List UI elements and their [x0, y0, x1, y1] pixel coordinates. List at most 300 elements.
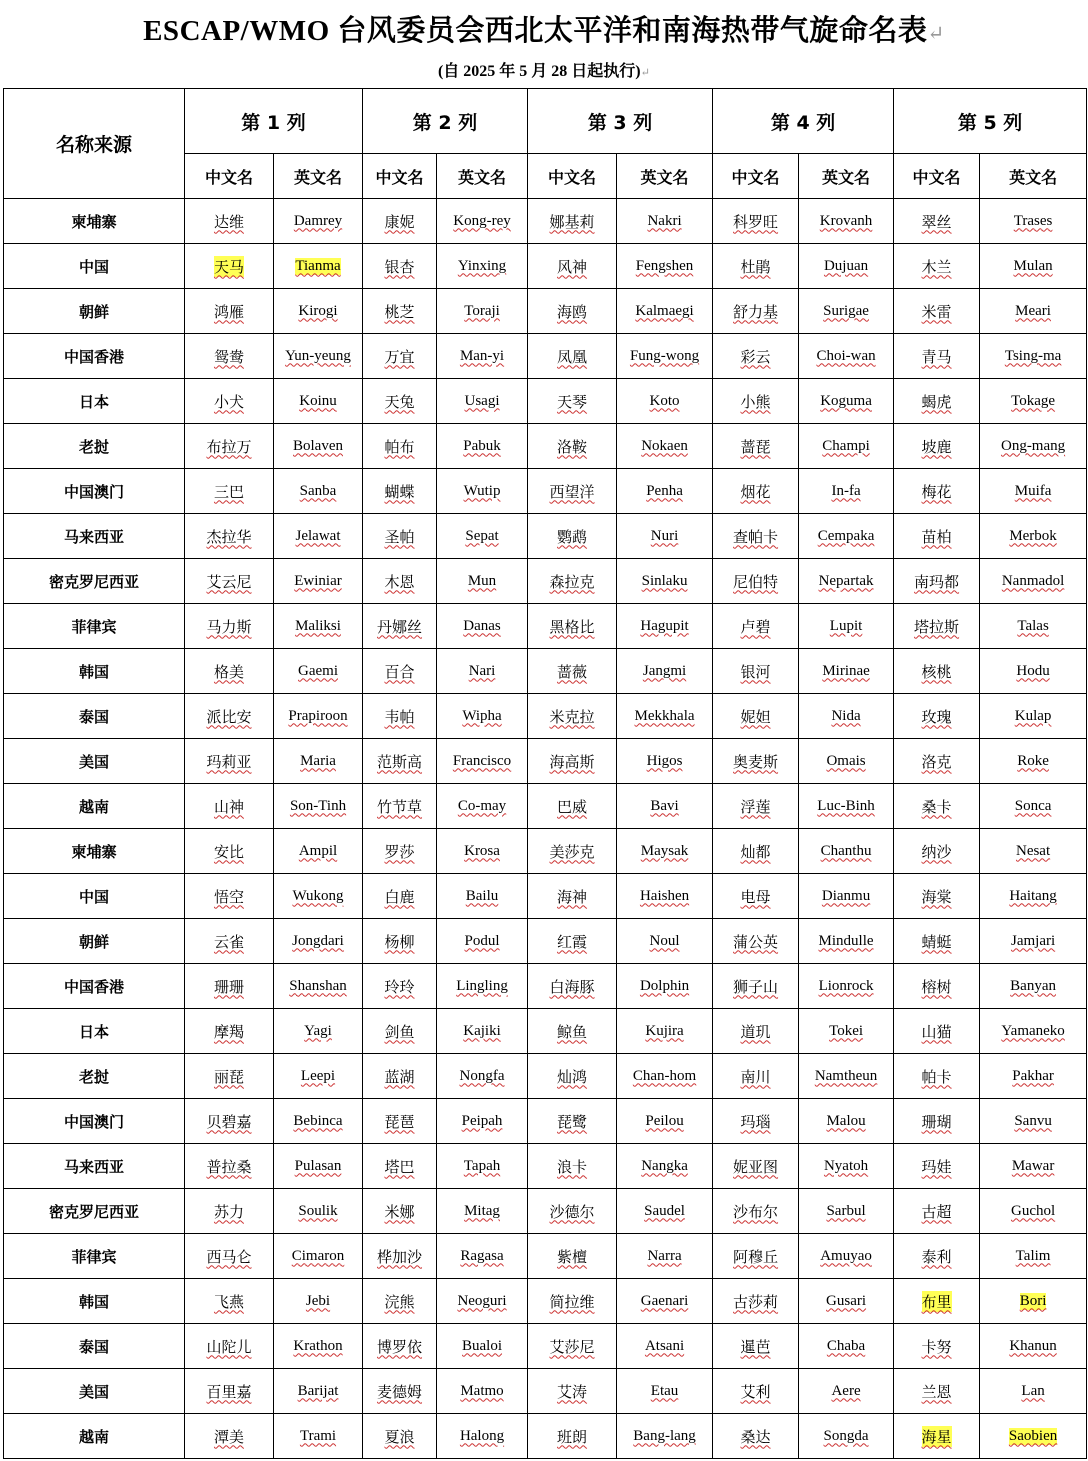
chinese-name-cell — [185, 964, 274, 1009]
column-header-4: 第 4 列 — [713, 89, 894, 154]
english-name-cell — [274, 379, 363, 424]
english-name-cell — [437, 694, 528, 739]
chinese-name-cell — [713, 514, 799, 559]
english-name-cell — [799, 379, 894, 424]
table-row — [4, 784, 1087, 829]
chinese-name-cell — [713, 829, 799, 874]
english-name: Champi — [822, 437, 870, 454]
english-name-cell — [437, 1414, 528, 1459]
english-name-cell — [437, 469, 528, 514]
source-cell: 中国香港 — [4, 334, 185, 379]
page-title — [0, 8, 1088, 49]
english-name-cell — [980, 829, 1087, 874]
english-name-cell — [980, 514, 1087, 559]
chinese-name: 舒力基 — [733, 302, 779, 321]
english-name: Talas — [1017, 617, 1049, 634]
chinese-name-cell — [363, 1234, 437, 1279]
english-name-cell — [617, 1054, 713, 1099]
chinese-name-cell — [185, 1324, 274, 1369]
chinese-name-cell — [363, 874, 437, 919]
chinese-name: 海星 — [921, 1427, 952, 1446]
chinese-name-cell — [363, 1324, 437, 1369]
chinese-name: 琵琶 — [384, 1112, 415, 1131]
chinese-name-cell — [363, 1369, 437, 1414]
chinese-name: 桦加沙 — [377, 1247, 423, 1266]
english-name-cell — [799, 514, 894, 559]
source-cell: 朝鲜 — [4, 919, 185, 964]
chinese-name-cell — [528, 1054, 617, 1099]
table-row — [4, 874, 1087, 919]
english-name: Nuri — [650, 527, 679, 544]
chinese-name: 木恩 — [384, 572, 415, 591]
english-name: Pabuk — [463, 437, 501, 454]
chinese-name-cell — [363, 919, 437, 964]
english-name: Bavi — [650, 797, 679, 814]
english-name: Krovanh — [819, 212, 873, 229]
english-name: Dianmu — [821, 887, 871, 904]
chinese-name: 万宜 — [384, 347, 415, 366]
english-name: Nokaen — [641, 437, 688, 454]
source-cell: 密克罗尼西亚 — [4, 559, 185, 604]
column-header-2: 第 2 列 — [363, 89, 528, 154]
english-name-cell — [437, 334, 528, 379]
english-name: Luc-Binh — [817, 797, 875, 814]
chinese-name: 摩羯 — [213, 1022, 244, 1041]
chinese-name-cell — [528, 874, 617, 919]
english-name-cell — [799, 1234, 894, 1279]
english-name: Khanun — [1009, 1337, 1057, 1354]
chinese-name: 云雀 — [213, 932, 244, 951]
english-name: Kirogi — [298, 302, 338, 319]
english-name: Krathon — [293, 1337, 343, 1354]
english-name: Lionrock — [818, 977, 874, 994]
chinese-name-cell — [894, 1009, 980, 1054]
chinese-name: 博罗依 — [377, 1337, 423, 1356]
chinese-name: 洛鞍 — [557, 437, 588, 456]
english-name-cell — [617, 289, 713, 334]
chinese-name-cell — [894, 874, 980, 919]
english-name-cell — [274, 649, 363, 694]
chinese-name: 红霞 — [557, 932, 588, 951]
source-cell: 韩国 — [4, 649, 185, 694]
english-name: Penha — [646, 482, 683, 499]
chinese-name-cell — [713, 1324, 799, 1369]
chinese-name: 浪卡 — [557, 1157, 588, 1176]
chinese-name: 榕树 — [921, 977, 952, 996]
chinese-name: 西马仑 — [206, 1247, 252, 1266]
chinese-name: 罗莎 — [384, 842, 415, 861]
english-name-cell — [980, 379, 1087, 424]
english-name: Wutip — [463, 482, 501, 499]
english-name: Dolphin — [639, 977, 690, 994]
english-name: Kajiki — [463, 1022, 501, 1039]
chinese-name: 妮妲 — [740, 707, 771, 726]
english-name-cell — [437, 874, 528, 919]
english-name: Mitag — [464, 1202, 500, 1219]
english-name: Maliksi — [295, 617, 341, 634]
cn-name-header: 中文名 — [713, 154, 799, 199]
chinese-name: 黑格比 — [549, 617, 595, 636]
english-name: Jelawat — [295, 527, 341, 544]
en-name-header: 英文名 — [980, 154, 1087, 199]
chinese-name: 简拉维 — [549, 1292, 595, 1311]
chinese-name-cell — [713, 379, 799, 424]
english-name: Sarbul — [826, 1202, 866, 1219]
chinese-name: 艾利 — [740, 1382, 771, 1401]
english-name: Mawar — [1011, 1157, 1055, 1174]
english-name: Haishen — [639, 887, 690, 904]
table-row — [4, 919, 1087, 964]
english-name: Ong-mang — [1000, 437, 1066, 454]
english-name: Nari — [468, 662, 496, 679]
english-name: Merbok — [1009, 527, 1057, 544]
english-name: Yun-yeung — [285, 347, 351, 364]
chinese-name-cell — [528, 199, 617, 244]
english-name-cell — [617, 514, 713, 559]
chinese-name-cell — [528, 424, 617, 469]
chinese-name: 艾云尼 — [206, 572, 252, 591]
source-cell: 朝鲜 — [4, 289, 185, 334]
chinese-name: 查帕卡 — [733, 527, 779, 546]
chinese-name: 达维 — [213, 212, 244, 231]
chinese-name-cell — [363, 514, 437, 559]
english-name: Jebi — [305, 1292, 331, 1309]
chinese-name: 杜鹃 — [740, 257, 771, 276]
english-name: Ragasa — [460, 1247, 504, 1264]
chinese-name-cell — [185, 244, 274, 289]
source-cell: 美国 — [4, 1369, 185, 1414]
table-row — [4, 469, 1087, 514]
english-name: Yamaneko — [1001, 1022, 1065, 1039]
chinese-name: 西望洋 — [549, 482, 595, 501]
english-name: Bebinca — [293, 1112, 343, 1129]
english-name-cell — [437, 1324, 528, 1369]
chinese-name-cell — [185, 379, 274, 424]
english-name: Jangmi — [642, 662, 687, 679]
english-name: Son-Tinh — [289, 797, 347, 814]
english-name-cell — [617, 964, 713, 1009]
english-name: Mirinae — [822, 662, 870, 679]
chinese-name: 沙德尔 — [549, 1202, 595, 1221]
english-name-cell — [437, 1144, 528, 1189]
english-name-cell — [799, 694, 894, 739]
chinese-name: 丽琵 — [213, 1067, 244, 1086]
english-name-cell — [799, 334, 894, 379]
table-row — [4, 1414, 1087, 1459]
chinese-name: 桃芝 — [384, 302, 415, 321]
chinese-name: 巴威 — [557, 797, 588, 816]
chinese-name-cell — [528, 784, 617, 829]
chinese-name: 海鸥 — [557, 302, 588, 321]
chinese-name: 百合 — [384, 662, 415, 681]
chinese-name-cell — [894, 604, 980, 649]
english-name: Pakhar — [1012, 1067, 1054, 1084]
english-name-cell — [799, 1009, 894, 1054]
english-name-cell — [980, 1279, 1087, 1324]
chinese-name: 紫檀 — [557, 1247, 588, 1266]
table-row — [4, 199, 1087, 244]
english-name-cell — [437, 1369, 528, 1414]
column-header-5: 第 5 列 — [894, 89, 1087, 154]
english-name: Podul — [464, 932, 500, 949]
chinese-name: 杰拉华 — [206, 527, 252, 546]
english-name-cell — [617, 1144, 713, 1189]
chinese-name-cell — [528, 1009, 617, 1054]
chinese-name: 浣熊 — [384, 1292, 415, 1311]
chinese-name: 青马 — [921, 347, 952, 366]
chinese-name: 山神 — [213, 797, 244, 816]
chinese-name-cell — [363, 1414, 437, 1459]
english-name: Neoguri — [457, 1292, 507, 1309]
english-name-cell — [437, 784, 528, 829]
chinese-name-cell — [185, 649, 274, 694]
english-name-cell — [437, 289, 528, 334]
english-name-cell — [437, 829, 528, 874]
chinese-name: 天琴 — [557, 392, 588, 411]
table-row — [4, 1189, 1087, 1234]
paragraph-mark-icon: ↵ — [640, 67, 651, 79]
chinese-name: 马力斯 — [206, 617, 252, 636]
chinese-name: 烟花 — [740, 482, 771, 501]
english-name-cell — [617, 1414, 713, 1459]
chinese-name: 玛莉亚 — [206, 752, 252, 771]
english-name: Nangka — [641, 1157, 688, 1174]
chinese-name-cell — [363, 604, 437, 649]
chinese-name: 鹦鹉 — [557, 527, 588, 546]
english-name: Chaba — [826, 1337, 866, 1354]
chinese-name: 丹娜丝 — [377, 617, 423, 636]
english-name-cell — [274, 829, 363, 874]
english-name-cell — [437, 424, 528, 469]
chinese-name-cell — [894, 1099, 980, 1144]
english-name-cell — [437, 199, 528, 244]
english-name-cell — [274, 1054, 363, 1099]
chinese-name-cell — [363, 1054, 437, 1099]
chinese-name: 翠丝 — [921, 212, 952, 231]
english-name-cell — [799, 1054, 894, 1099]
english-name-cell — [274, 424, 363, 469]
english-name: Toraji — [464, 302, 500, 319]
chinese-name-cell — [713, 199, 799, 244]
chinese-name-cell — [528, 1279, 617, 1324]
english-name: Koguma — [820, 392, 872, 409]
english-name-cell — [437, 1189, 528, 1234]
chinese-name-cell — [185, 1009, 274, 1054]
chinese-name: 狮子山 — [733, 977, 779, 996]
chinese-name: 格美 — [213, 662, 244, 681]
english-name: Chanthu — [820, 842, 872, 859]
table-row — [4, 1009, 1087, 1054]
chinese-name-cell — [528, 514, 617, 559]
chinese-name-cell — [894, 1054, 980, 1099]
chinese-name: 道玑 — [740, 1022, 771, 1041]
english-name: Saobien — [1008, 1427, 1058, 1444]
source-cell: 韩国 — [4, 1279, 185, 1324]
english-name-cell — [617, 604, 713, 649]
table-row — [4, 1099, 1087, 1144]
english-name: Matmo — [460, 1382, 504, 1399]
english-name: Kulap — [1014, 707, 1052, 724]
english-name-cell — [274, 604, 363, 649]
english-name: Bang-lang — [633, 1427, 696, 1444]
chinese-name-cell — [528, 469, 617, 514]
chinese-name-cell — [713, 1054, 799, 1099]
source-cell: 菲律宾 — [4, 604, 185, 649]
english-name: Damrey — [293, 212, 343, 229]
english-name: Kujira — [645, 1022, 684, 1039]
source-cell: 马来西亚 — [4, 514, 185, 559]
chinese-name-cell — [185, 1099, 274, 1144]
chinese-name-cell — [713, 1279, 799, 1324]
chinese-name-cell — [894, 334, 980, 379]
english-name: Atsani — [644, 1337, 685, 1354]
chinese-name-cell — [713, 1234, 799, 1279]
english-name: Kong-rey — [453, 212, 511, 229]
chinese-name-cell — [713, 784, 799, 829]
chinese-name: 三巴 — [213, 482, 244, 501]
typhoon-name-table — [3, 88, 1087, 1459]
english-name: Francisco — [452, 752, 512, 769]
english-name: Nesat — [1015, 842, 1051, 859]
english-name: Bolaven — [293, 437, 343, 454]
english-name: Guchol — [1010, 1202, 1056, 1219]
chinese-name-cell — [185, 1144, 274, 1189]
english-name-cell — [799, 1324, 894, 1369]
english-name-cell — [274, 244, 363, 289]
chinese-name-cell — [185, 559, 274, 604]
english-name-cell — [274, 784, 363, 829]
en-name-header: 英文名 — [799, 154, 894, 199]
chinese-name-cell — [363, 694, 437, 739]
english-name-cell — [799, 1099, 894, 1144]
chinese-name-cell — [894, 1324, 980, 1369]
chinese-name-cell — [185, 424, 274, 469]
chinese-name-cell — [713, 289, 799, 334]
english-name-cell — [980, 1054, 1087, 1099]
english-name-cell — [980, 1324, 1087, 1369]
cn-name-header: 中文名 — [185, 154, 274, 199]
english-name: Man-yi — [459, 347, 505, 364]
english-name: Ampil — [298, 842, 338, 859]
table-body — [4, 199, 1087, 1459]
chinese-name-cell — [528, 379, 617, 424]
chinese-name-cell — [713, 1414, 799, 1459]
english-name-cell — [980, 559, 1087, 604]
english-name: Trases — [1013, 212, 1053, 229]
chinese-name-cell — [528, 964, 617, 1009]
chinese-name: 古超 — [921, 1202, 952, 1221]
chinese-name: 塔拉斯 — [914, 617, 960, 636]
chinese-name-cell — [713, 244, 799, 289]
english-name: Halong — [459, 1427, 505, 1444]
english-name: Malou — [826, 1112, 866, 1129]
english-name: Peilou — [645, 1112, 684, 1129]
chinese-name-cell — [363, 829, 437, 874]
source-cell: 马来西亚 — [4, 1144, 185, 1189]
english-name: Amuyao — [820, 1247, 872, 1264]
english-name-cell — [617, 334, 713, 379]
chinese-name-cell — [894, 694, 980, 739]
chinese-name: 兰恩 — [921, 1382, 952, 1401]
chinese-name: 沙布尔 — [733, 1202, 779, 1221]
english-name: Cimaron — [291, 1247, 345, 1264]
english-name-cell — [799, 649, 894, 694]
chinese-name: 艾涛 — [557, 1382, 588, 1401]
english-name-cell — [980, 649, 1087, 694]
chinese-name: 蝴蝶 — [384, 482, 415, 501]
chinese-name-cell — [528, 604, 617, 649]
chinese-name-cell — [528, 1189, 617, 1234]
chinese-name-cell — [363, 559, 437, 604]
chinese-name: 银河 — [740, 662, 771, 681]
header-row-columns — [4, 89, 1087, 154]
english-name-cell — [980, 874, 1087, 919]
chinese-name-cell — [713, 334, 799, 379]
english-name: Narra — [647, 1247, 682, 1264]
english-name-cell — [799, 1279, 894, 1324]
chinese-name-cell — [894, 1369, 980, 1414]
english-name-cell — [799, 469, 894, 514]
chinese-name-cell — [185, 1054, 274, 1099]
chinese-name: 卢碧 — [740, 617, 771, 636]
english-name: Bailu — [465, 887, 499, 904]
english-name: Pulasan — [294, 1157, 342, 1174]
chinese-name: 悟空 — [213, 887, 244, 906]
chinese-name-cell — [528, 1234, 617, 1279]
chinese-name-cell — [528, 1369, 617, 1414]
english-name: Prapiroon — [288, 707, 348, 724]
english-name-cell — [617, 559, 713, 604]
table-row — [4, 604, 1087, 649]
chinese-name-cell — [713, 1099, 799, 1144]
chinese-name: 科罗旺 — [733, 212, 779, 231]
chinese-name-cell — [185, 829, 274, 874]
chinese-name-cell — [713, 424, 799, 469]
chinese-name-cell — [713, 469, 799, 514]
chinese-name: 玲玲 — [384, 977, 415, 996]
chinese-name-cell — [363, 964, 437, 1009]
english-name: Tokei — [829, 1022, 864, 1039]
english-name-cell — [437, 379, 528, 424]
chinese-name-cell — [185, 1189, 274, 1234]
english-name: Bori — [1019, 1292, 1047, 1309]
english-name-cell — [980, 919, 1087, 964]
english-name-cell — [980, 1234, 1087, 1279]
english-name-cell — [437, 604, 528, 649]
english-name: Danas — [463, 617, 501, 634]
chinese-name-cell — [185, 874, 274, 919]
chinese-name-cell — [185, 514, 274, 559]
chinese-name: 麦德姆 — [377, 1382, 423, 1401]
chinese-name-cell — [185, 1369, 274, 1414]
source-cell: 菲律宾 — [4, 1234, 185, 1279]
chinese-name: 鸿雁 — [213, 302, 244, 321]
chinese-name: 天兔 — [384, 392, 415, 411]
english-name-cell — [437, 649, 528, 694]
english-name: Nongfa — [459, 1067, 505, 1084]
english-name-cell — [274, 334, 363, 379]
english-name-cell — [437, 964, 528, 1009]
english-name: Sinlaku — [641, 572, 688, 589]
chinese-name: 琵鹭 — [557, 1112, 588, 1131]
english-name: Chan-hom — [632, 1067, 697, 1084]
chinese-name: 小犬 — [213, 392, 244, 411]
chinese-name: 山猫 — [921, 1022, 952, 1041]
english-name-cell — [980, 1189, 1087, 1234]
chinese-name-cell — [363, 1279, 437, 1324]
chinese-name-cell — [185, 1279, 274, 1324]
table-row — [4, 559, 1087, 604]
